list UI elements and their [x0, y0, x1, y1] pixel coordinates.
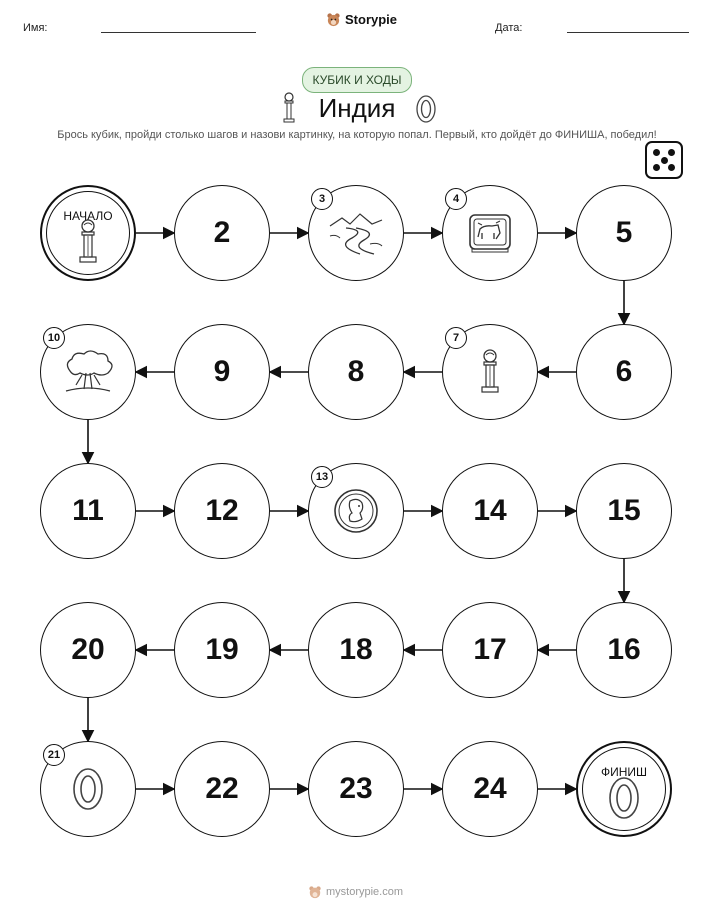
- cell-number: 11: [72, 494, 104, 527]
- footer-url[interactable]: mystorypie.com: [326, 886, 404, 898]
- cell-number: 20: [71, 633, 105, 666]
- banyan-tree-icon: [60, 349, 116, 395]
- board-cell: [576, 185, 672, 281]
- subtitle-pill: КУБИК И ХОДЫ: [302, 67, 412, 93]
- board-cell: [576, 463, 672, 559]
- board-cell: [308, 324, 404, 420]
- cell-number: 8: [347, 355, 365, 388]
- board-cell: [40, 463, 136, 559]
- cell-number: 2: [213, 216, 231, 249]
- lion-pillar-icon: [477, 349, 503, 395]
- cell-number: 6: [615, 355, 633, 388]
- cell-number: 22: [205, 772, 239, 805]
- board-cell: [442, 463, 538, 559]
- cell-number: 17: [473, 633, 507, 666]
- lion-pillar-icon: [75, 219, 101, 265]
- brand-name: Storypie: [345, 12, 398, 27]
- cell-number-badge: 4: [445, 188, 467, 210]
- cell-number-badge: 3: [311, 188, 333, 210]
- finish-label: ФИНИШ: [600, 765, 648, 779]
- board-cell: [308, 602, 404, 698]
- picture-cell: [442, 324, 538, 420]
- bear-logo-icon: [308, 885, 322, 899]
- start-cell: [40, 185, 136, 281]
- picture-cell: [40, 741, 136, 837]
- board-cell: [174, 185, 270, 281]
- picture-cell: [308, 185, 404, 281]
- cell-number: 5: [615, 216, 633, 249]
- zero-icon: [607, 775, 641, 821]
- cell-number: 18: [339, 633, 373, 666]
- instructions: Брось кубик, пройди столько шагов и назови картинку, на которую попал. Первый, кто дойдёт до ФИНИША, победил!: [57, 129, 657, 141]
- board-cell: [174, 463, 270, 559]
- river-icon: [326, 210, 386, 256]
- picture-cell: [40, 324, 136, 420]
- board-cell: [308, 741, 404, 837]
- start-label: НАЧАЛО: [63, 209, 113, 223]
- indus-seal-icon: [466, 211, 514, 255]
- cell-number-badge: 21: [43, 744, 65, 766]
- board-cell: [576, 324, 672, 420]
- cell-number: 14: [473, 494, 507, 527]
- cell-number: 16: [607, 633, 641, 666]
- board-cell: [576, 602, 672, 698]
- cell-number: 12: [205, 494, 239, 527]
- picture-cell: [308, 463, 404, 559]
- footer: [308, 885, 403, 899]
- cell-number: 9: [213, 355, 231, 388]
- board-cell: [442, 602, 538, 698]
- cell-number-badge: 13: [311, 466, 333, 488]
- cell-number: 23: [339, 772, 373, 805]
- finish-cell: [576, 741, 672, 837]
- board-cell: [174, 602, 270, 698]
- page-title: Индия: [318, 93, 396, 123]
- board-cell: [442, 741, 538, 837]
- cell-number: 19: [205, 633, 239, 666]
- coin-icon: [332, 487, 380, 535]
- name-label: Имя:: [23, 22, 48, 34]
- cell-number-badge: 7: [445, 327, 467, 349]
- date-label: Дата:: [495, 22, 523, 34]
- board-cell: [40, 602, 136, 698]
- zero-icon: [71, 766, 105, 812]
- cell-number: 15: [607, 494, 641, 527]
- picture-cell: [442, 185, 538, 281]
- cell-number-badge: 10: [43, 327, 65, 349]
- board-cell: [174, 741, 270, 837]
- cell-number: 24: [473, 772, 507, 805]
- board-cell: [174, 324, 270, 420]
